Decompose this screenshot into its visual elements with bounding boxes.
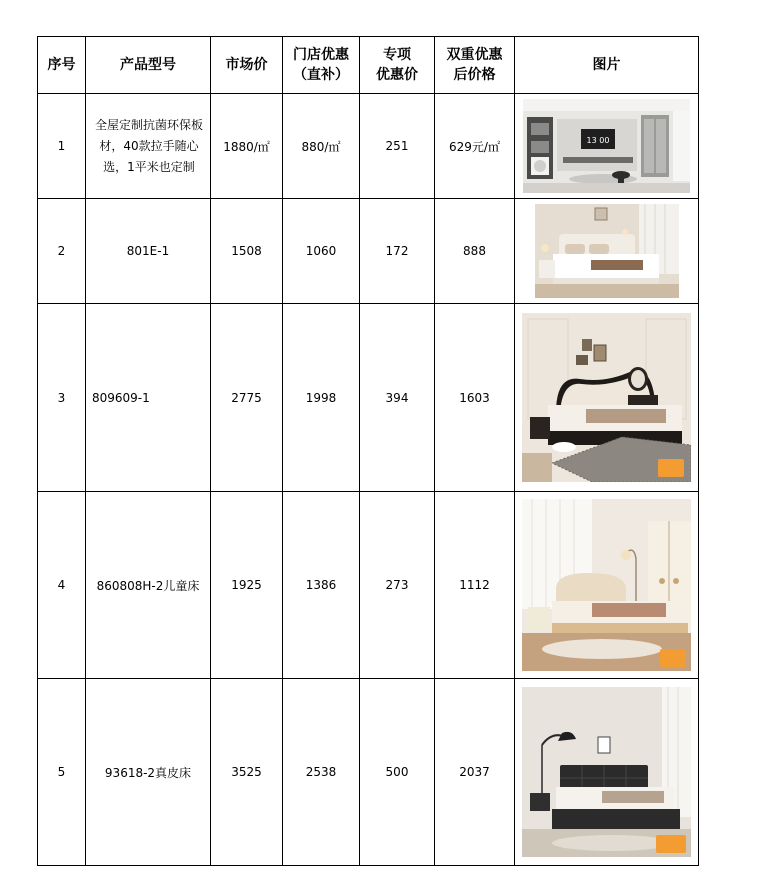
cell-model: 93618-2真皮床 <box>86 679 211 866</box>
bed-801e-image <box>535 204 679 298</box>
cell-market-price: 2775 <box>211 304 283 492</box>
cell-model: 801E-1 <box>86 199 211 304</box>
cell-market-price: 1925 <box>211 492 283 679</box>
cell-final-price: 629元/㎡ <box>435 94 515 199</box>
cell-seq: 5 <box>38 679 86 866</box>
header-final-price <box>435 37 515 94</box>
cell-model: 860808H-2儿童床 <box>86 492 211 679</box>
cell-image <box>515 304 699 492</box>
cell-model: 全屋定制抗菌环保板材，40款拉手随心选，1平米也定制 <box>86 94 211 199</box>
cell-final-price: 2037 <box>435 679 515 866</box>
bed-93618-image <box>522 687 691 857</box>
header-seq: 序号 <box>38 37 86 94</box>
cell-seq: 1 <box>38 94 86 199</box>
cell-market-price: 1880/㎡ <box>211 94 283 199</box>
header-special-line2: 优惠价 <box>376 67 418 83</box>
cell-market-price: 3525 <box>211 679 283 866</box>
cell-special-price: 172 <box>360 199 435 304</box>
cell-image <box>515 492 699 679</box>
cell-special-price: 500 <box>360 679 435 866</box>
bed-809609-image <box>522 313 691 482</box>
header-store-discount-line1: 门店优惠 <box>293 47 349 63</box>
table-row <box>38 94 699 199</box>
cell-final-price: 888 <box>435 199 515 304</box>
cell-image <box>515 679 699 866</box>
table-row <box>38 492 699 679</box>
table-row <box>38 679 699 866</box>
cell-special-price: 251 <box>360 94 435 199</box>
living-room-image <box>523 99 690 193</box>
cell-store-discount: 2538 <box>283 679 360 866</box>
cell-store-discount: 880/㎡ <box>283 94 360 199</box>
header-image: 图片 <box>515 37 699 94</box>
header-final-line2: 后价格 <box>453 67 496 83</box>
table-row <box>38 199 699 304</box>
cell-seq: 4 <box>38 492 86 679</box>
cell-seq: 2 <box>38 199 86 304</box>
header-store-discount <box>283 37 360 94</box>
header-market-price: 市场价 <box>211 37 283 94</box>
cell-final-price: 1112 <box>435 492 515 679</box>
cell-special-price: 273 <box>360 492 435 679</box>
price-table <box>37 36 699 866</box>
header-final-line1: 双重优惠 <box>446 47 503 63</box>
header-store-discount-line2: （直补） <box>293 67 349 83</box>
cell-seq: 3 <box>38 304 86 492</box>
header-row <box>38 37 699 94</box>
cell-image <box>515 94 699 199</box>
header-special-price <box>360 37 435 94</box>
cell-store-discount: 1060 <box>283 199 360 304</box>
table-row <box>38 304 699 492</box>
bed-860808h-image <box>522 499 691 671</box>
cell-store-discount: 1386 <box>283 492 360 679</box>
cell-special-price: 394 <box>360 304 435 492</box>
cell-image <box>515 199 699 304</box>
header-special-line1: 专项 <box>383 47 411 63</box>
cell-market-price: 1508 <box>211 199 283 304</box>
cell-model: 809609-1 <box>86 304 211 492</box>
cell-store-discount: 1998 <box>283 304 360 492</box>
header-model: 产品型号 <box>86 37 211 94</box>
tv-clock-text: 13 00 <box>586 136 610 145</box>
cell-final-price: 1603 <box>435 304 515 492</box>
